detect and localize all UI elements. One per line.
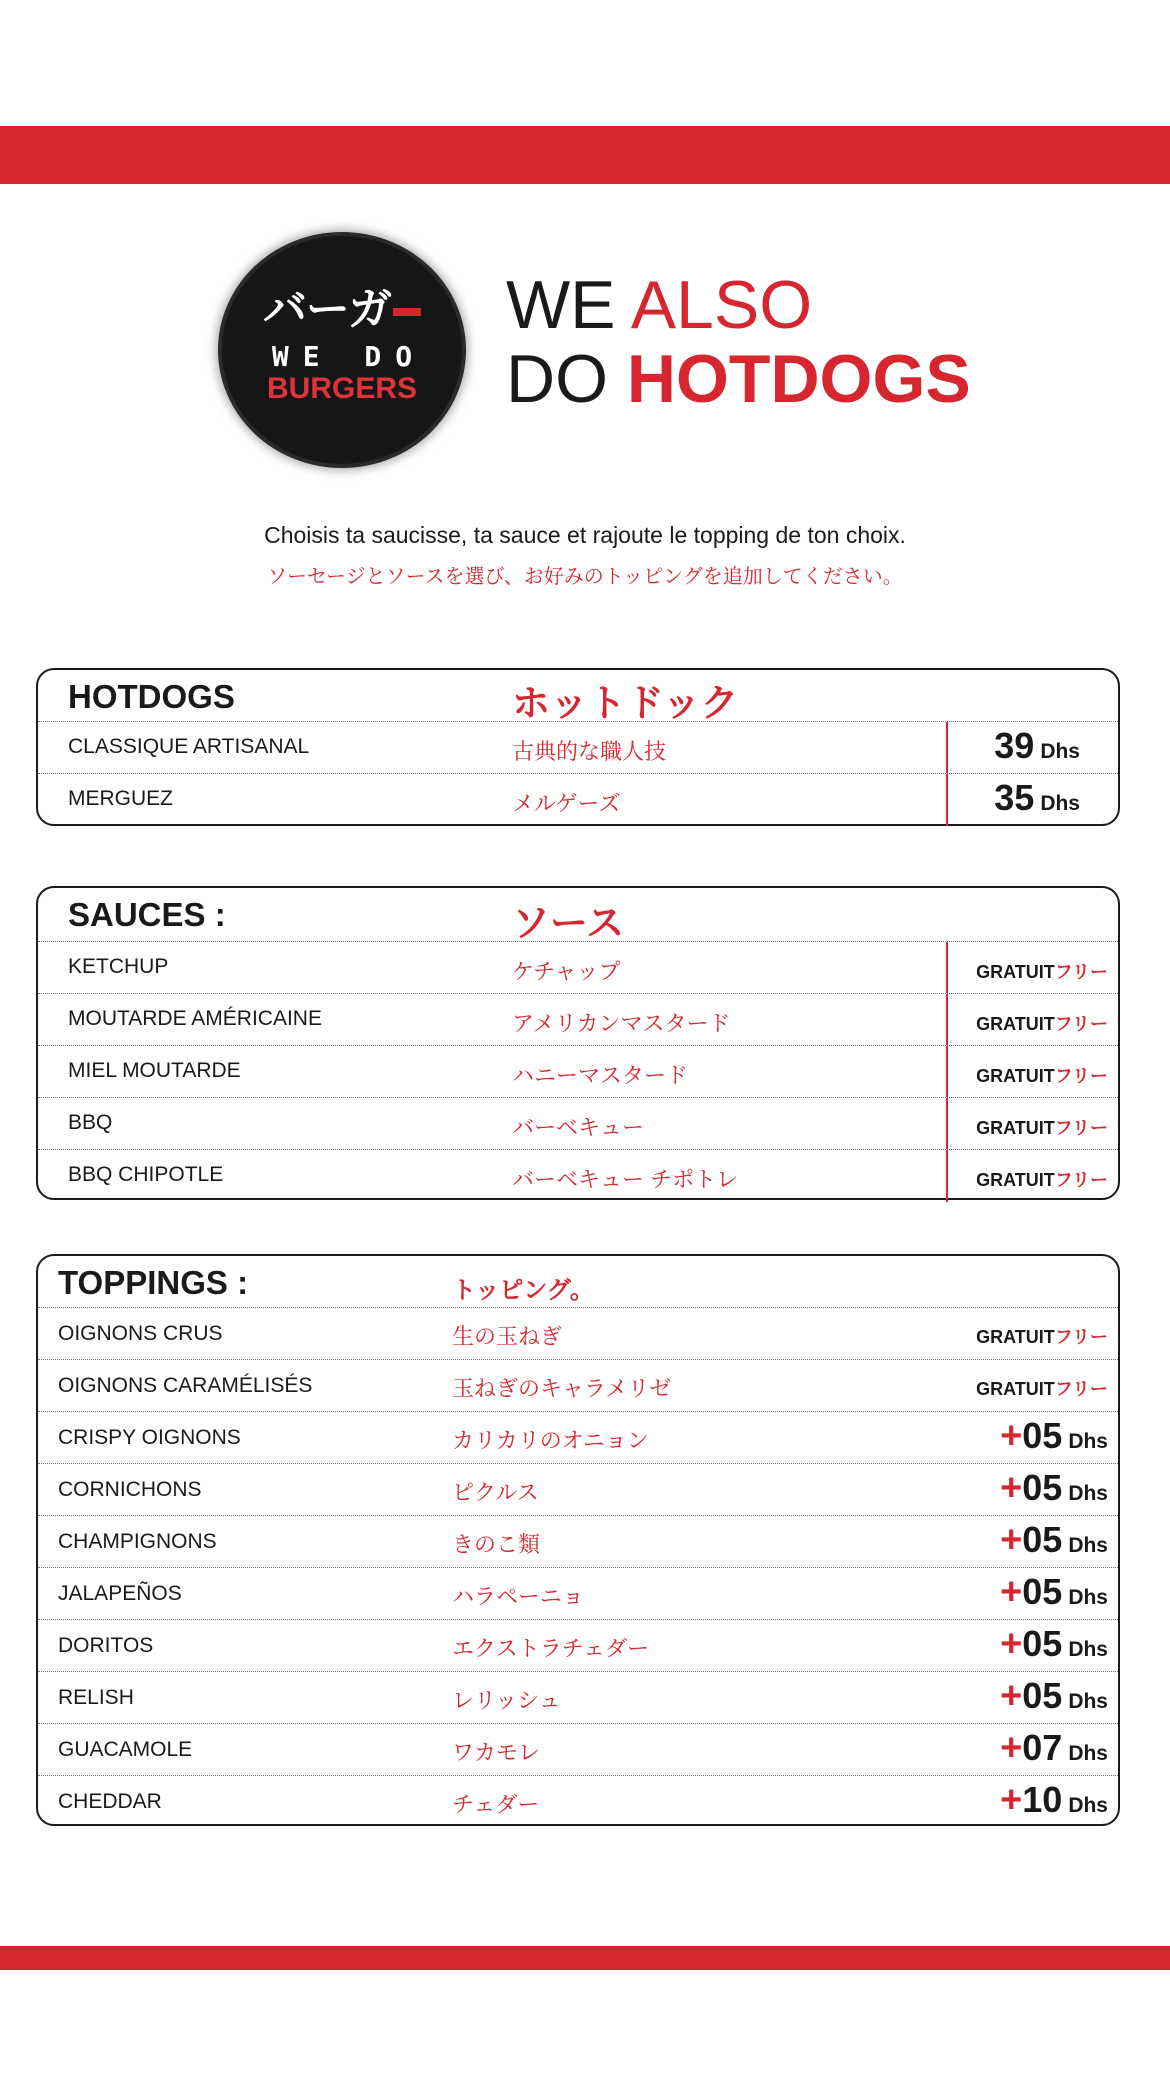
section-title-fr: TOPPINGS : [58, 1264, 249, 1301]
menu-item-row [38, 1098, 1118, 1150]
item-name-fr: OIGNONS CRUS [58, 1322, 223, 1345]
item-name-fr: JALAPEÑOS [58, 1582, 182, 1605]
price-unit: Dhs [1068, 1482, 1108, 1505]
item-name-fr: OIGNONS CARAMÉLISÉS [58, 1374, 313, 1397]
logo-burgers: BURGERS [266, 372, 417, 405]
item-name-fr: BBQ CHIPOTLE [68, 1163, 224, 1186]
headline-hotdogs: HOTDOGS [626, 341, 971, 417]
item-name-fr: BBQ [68, 1111, 113, 1134]
section-header [38, 888, 1118, 945]
brand-logo [222, 236, 462, 464]
menu-item-row [38, 1568, 1118, 1620]
item-price-free [946, 1046, 1118, 1097]
item-name-ja: 生の玉ねぎ [452, 1324, 563, 1349]
free-label-fr: GRATUIT [976, 1066, 1055, 1086]
section-title-ja: ホットドック [512, 683, 739, 725]
menu-item-row [38, 994, 1118, 1046]
menu-item-row [38, 1724, 1118, 1776]
price-unit: Dhs [1068, 1430, 1108, 1453]
free-label-fr: GRATUIT [976, 1327, 1055, 1347]
headline-do: DO [506, 341, 608, 417]
item-name-ja: メルゲーズ [512, 791, 621, 816]
menu-item-row [38, 1046, 1118, 1098]
menu-item-row [38, 1776, 1118, 1828]
free-label-ja: フリー [1054, 1014, 1108, 1034]
logo-we-do: WE DO [271, 340, 427, 373]
free-label-fr: GRATUIT [976, 1014, 1055, 1034]
plus-sign: + [1000, 1779, 1023, 1821]
item-name-fr: KETCHUP [68, 955, 169, 978]
price-unit: Dhs [1068, 1794, 1108, 1817]
section-header [38, 1256, 1118, 1308]
item-price-free [858, 1360, 1118, 1411]
item-price-free [946, 1150, 1118, 1202]
item-name-ja: チェダー [452, 1792, 540, 1817]
item-name-fr: RELISH [58, 1686, 134, 1709]
headline-also: ALSO [630, 267, 813, 343]
price-unit: Dhs [1068, 1742, 1108, 1765]
free-label-ja: フリー [1054, 962, 1108, 982]
price-value: 10 [1022, 1779, 1063, 1820]
hotdogs-section [36, 668, 1120, 826]
plus-sign: + [1000, 1519, 1023, 1561]
menu-item-row [38, 1150, 1118, 1202]
section-title-ja: ソース [512, 903, 625, 945]
toppings-section [36, 1254, 1120, 1826]
item-name-ja: 古典的な職人技 [512, 739, 667, 764]
section-title-fr: HOTDOGS [68, 678, 235, 715]
logo-japanese-text: バーガ [222, 286, 462, 334]
item-name-ja: ワカモレ [452, 1740, 541, 1765]
item-name-fr: CHEDDAR [58, 1790, 162, 1813]
item-name-ja: バーベキュー [512, 1115, 645, 1140]
price-unit: Dhs [1068, 1690, 1108, 1713]
free-label-ja: フリー [1054, 1066, 1108, 1086]
item-name-fr: CHAMPIGNONS [58, 1530, 217, 1553]
plus-sign: + [1000, 1415, 1023, 1457]
item-name-ja: ハニーマスタード [512, 1063, 689, 1088]
price-value: 07 [1022, 1727, 1063, 1768]
price-value: 05 [1022, 1415, 1063, 1456]
free-label-ja: フリー [1054, 1170, 1108, 1190]
free-label-fr: GRATUIT [976, 1118, 1055, 1138]
item-name-ja: ケチャップ [512, 959, 621, 984]
menu-item-row [38, 1516, 1118, 1568]
menu-item-row [38, 774, 1118, 826]
headline-we: WE [506, 267, 616, 343]
item-price [858, 1672, 1118, 1723]
menu-item-row [38, 942, 1118, 994]
price-value: 35 [994, 777, 1035, 818]
free-label-fr: GRATUIT [976, 1170, 1055, 1190]
free-label-ja: フリー [1054, 1327, 1108, 1347]
price-unit: Dhs [1040, 792, 1080, 815]
price-value: 05 [1022, 1519, 1063, 1560]
plus-sign: + [1000, 1675, 1023, 1717]
page-headline [506, 268, 971, 416]
price-unit: Dhs [1040, 740, 1080, 763]
free-label-fr: GRATUIT [976, 1379, 1055, 1399]
item-name-ja: ピクルス [452, 1480, 539, 1505]
item-price [946, 774, 1118, 826]
price-unit: Dhs [1068, 1534, 1108, 1557]
intro-text-ja: ソーセージとソースを選び、お好みのトッピングを追加してください。 [267, 566, 903, 588]
item-price [858, 1568, 1118, 1619]
intro-text-fr: Choisis ta saucisse, ta sauce et rajoute le topping de ton choix. [264, 522, 906, 548]
item-name-ja: アメリカンマスタード [512, 1011, 731, 1036]
menu-item-row [38, 1412, 1118, 1464]
price-value: 05 [1022, 1571, 1063, 1612]
menu-item-row [38, 1360, 1118, 1412]
plus-sign: + [1000, 1727, 1023, 1769]
item-name-fr: DORITOS [58, 1634, 154, 1657]
item-name-fr: CORNICHONS [58, 1478, 202, 1501]
item-price [858, 1412, 1118, 1463]
price-value: 05 [1022, 1623, 1063, 1664]
price-unit: Dhs [1068, 1586, 1108, 1609]
menu-item-row [38, 1620, 1118, 1672]
item-name-fr: CRISPY OIGNONS [58, 1426, 241, 1449]
price-unit: Dhs [1068, 1638, 1108, 1661]
item-name-ja: 玉ねぎのキャラメリゼ [452, 1376, 672, 1401]
menu-item-row [38, 722, 1118, 774]
item-price [858, 1620, 1118, 1671]
section-title-fr: SAUCES : [68, 896, 226, 933]
item-name-fr: MIEL MOUTARDE [68, 1059, 241, 1082]
plus-sign: + [1000, 1571, 1023, 1613]
item-price [858, 1776, 1118, 1828]
menu-item-row [38, 1672, 1118, 1724]
price-value: 05 [1022, 1467, 1063, 1508]
item-price-free [946, 994, 1118, 1045]
plus-sign: + [1000, 1467, 1023, 1509]
menu-item-row [38, 1464, 1118, 1516]
item-name-fr: MERGUEZ [68, 787, 173, 810]
item-price-free [858, 1308, 1118, 1359]
item-price [858, 1724, 1118, 1775]
item-price [946, 722, 1118, 773]
free-label-ja: フリー [1054, 1118, 1108, 1138]
top-red-band [0, 126, 1170, 184]
free-label-fr: GRATUIT [976, 962, 1055, 982]
bottom-red-band [0, 1946, 1170, 1970]
item-name-ja: レリッシュ [452, 1688, 561, 1713]
item-name-fr: CLASSIQUE ARTISANAL [68, 735, 310, 758]
sauces-section [36, 886, 1120, 1200]
menu-item-row [38, 1308, 1118, 1360]
plus-sign: + [1000, 1623, 1023, 1665]
item-price-free [946, 1098, 1118, 1149]
free-label-ja: フリー [1054, 1379, 1108, 1399]
item-name-ja: ハラペーニョ [452, 1584, 585, 1609]
item-price-free [946, 942, 1118, 993]
section-header [38, 670, 1118, 725]
item-price [858, 1464, 1118, 1515]
logo-red-dash [393, 308, 421, 316]
item-name-ja: きのこ類 [452, 1532, 541, 1557]
price-value: 39 [994, 725, 1035, 766]
item-name-fr: GUACAMOLE [58, 1738, 193, 1761]
item-price [858, 1516, 1118, 1567]
price-value: 05 [1022, 1675, 1063, 1716]
item-name-fr: MOUTARDE AMÉRICAINE [68, 1007, 322, 1030]
item-name-ja: バーベキュー チポトレ [512, 1167, 739, 1192]
item-name-ja: エクストラチェダー [452, 1636, 650, 1661]
section-title-ja: トッピング。 [452, 1277, 594, 1304]
item-name-ja: カリカリのオニョン [452, 1428, 649, 1453]
